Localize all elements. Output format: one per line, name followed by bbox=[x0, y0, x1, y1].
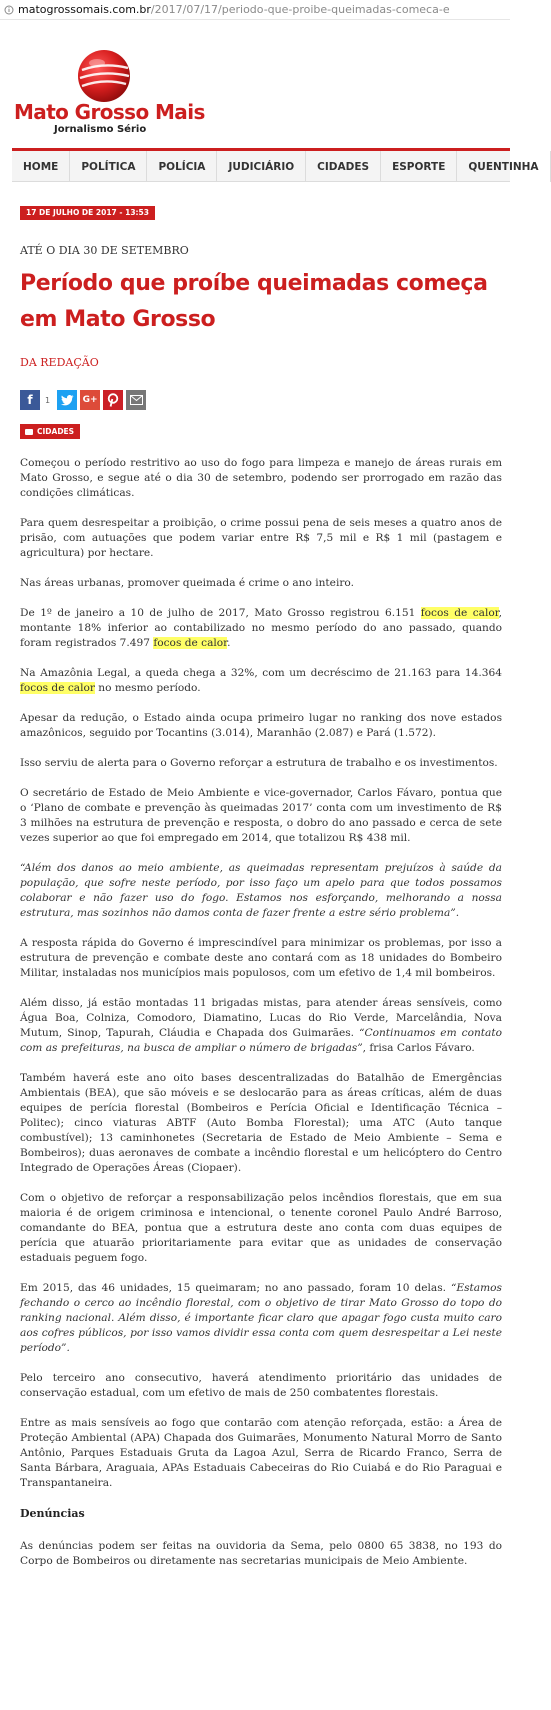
site-tagline: Jornalismo Sério bbox=[54, 124, 147, 135]
nav-item-home[interactable]: HOME bbox=[12, 151, 70, 182]
article-body bbox=[20, 456, 502, 1584]
nav-item-politica[interactable]: POLÍTICA bbox=[70, 151, 147, 182]
email-icon bbox=[130, 395, 143, 405]
article-paragraph bbox=[20, 666, 502, 696]
nav-item-judiciario[interactable]: JUDICIÁRIO bbox=[217, 151, 306, 182]
article-paragraph: Isso serviu de alerta para o Governo reforçar a estrutura de trabalho e os investimentos. bbox=[20, 757, 498, 769]
article-kicker: ATÉ O DIA 30 DE SETEMBRO bbox=[20, 244, 189, 257]
main-nav bbox=[12, 148, 539, 182]
article-quote bbox=[20, 861, 502, 921]
paragraph-text: . bbox=[227, 637, 231, 649]
quote-text: “Estamos fechando o cerco ao incêndio florestal, com o objetivo de tirar Mato Grosso do topo do ranking nacional. Além disso, é importante ficar claro que apagar fogo custa muito caro aos cofres públicos, por isso vamos dividir essa conta com quem desrespeitar a Lei neste período”. bbox=[20, 1282, 502, 1354]
article-paragraph bbox=[20, 606, 502, 651]
article-byline: DA REDAÇÃO bbox=[20, 356, 99, 369]
paragraph-text: Na Amazônia Legal, a queda chega a 32%, com um decréscimo de 21.163 para 14.364 bbox=[20, 667, 502, 679]
paragraph-text: De 1º de janeiro a 10 de julho de 2017, Mato Grosso registrou 6.151 bbox=[20, 607, 421, 619]
highlighted-term: focos de calor bbox=[20, 682, 95, 694]
twitter-share-button[interactable] bbox=[57, 390, 77, 410]
category-badge[interactable] bbox=[20, 424, 80, 439]
category-label: CIDADES bbox=[37, 427, 75, 436]
article-paragraph: O secretário de Estado de Meio Ambiente e vice-governador, Carlos Fávaro, pontua que o ‘Plano de combate e prevenção às queimadas 2017’ conta com um investimento de R$ 3 milhões na estrutura de prevenção e resposta, o dobro do ano passado e cerca de sete vezes superior ao que foi empregado em 2014, que totalizou R$ 438 mil. bbox=[20, 787, 502, 844]
logo-globe-icon bbox=[76, 48, 132, 104]
email-share-button[interactable] bbox=[126, 390, 146, 410]
nav-item-quentinha[interactable]: QUENTINHA bbox=[457, 151, 550, 182]
site-logo[interactable] bbox=[14, 48, 234, 138]
article-paragraph: Para quem desrespeitar a proibição, o crime possui pena de seis meses a quatro anos de prisão, com autuações que podem variar entre R$ 7,5 mil e R$ 1 mil (pastagem e agricultura) por hectare. bbox=[20, 517, 502, 559]
google-plus-icon: G+ bbox=[82, 395, 98, 405]
url-path: /2017/07/17/periodo-que-proibe-queimadas-comeca-e bbox=[150, 3, 450, 16]
nav-item-cidades[interactable]: CIDADES bbox=[306, 151, 381, 182]
pinterest-share-button[interactable] bbox=[103, 390, 123, 410]
paragraph-text: Além disso, já estão montadas 11 brigadas mistas, para atender áreas sensíveis, como Água Boa, Colniza, Comodoro, Diamatino, Lucas do Rio Verde, Marcelândia, Nova Mutum, Sinop, Tapurah, Cláudia e Chapada dos Guimarães. bbox=[20, 997, 502, 1039]
url-host: matogrossomais.com.br bbox=[18, 3, 151, 16]
article-title: Período que proíbe queimadas começa em Mato Grosso bbox=[20, 271, 488, 332]
highlighted-term: focos de calor bbox=[420, 607, 499, 619]
article-paragraph: Apesar da redução, o Estado ainda ocupa primeiro lugar no ranking dos nove estados amazônicos, seguido por Tocantins (3.014), Maranhão (2.087) e Pará (1.572). bbox=[20, 712, 502, 739]
pinterest-icon bbox=[107, 393, 119, 407]
facebook-share-button[interactable] bbox=[20, 390, 40, 410]
section-heading-denuncias: Denúncias bbox=[20, 1507, 85, 1520]
article-paragraph: Nas áreas urbanas, promover queimada é crime o ano inteiro. bbox=[20, 577, 354, 589]
article-paragraph: Entre as mais sensíveis ao fogo que contarão com atenção reforçada, estão: a Área de Proteção Ambiental (APA) Chapada dos Guimarães, Monumento Natural Morro de Santo Antônio, Parques Estaduais Gruta da Lagoa Azul, Serra de Ricardo Franco, Serra de Santa Bárbara, Araguaia, APAs Estaduais Cabeceiras do Rio Cuiabá e do Rio Paraguai e Transpantaneira. bbox=[20, 1417, 502, 1489]
article-paragraph: Também haverá este ano oito bases descentralizadas do Batalhão de Emergências Ambientais (BEA), que são móveis e se deslocarão para as áreas críticas, além de duas equipes de perícia florestal (Bombeiros e Perícia Oficial e Identificação Técnica – Politec); cinco viaturas ABTF (Auto Bomba Florestal); uma ATC (Auto tanque combustível); 13 caminhonetes (Secretaria de Estado de Meio Ambiente – Sema e Bombeiros); duas aeronaves de combate a incêndio florestal e um helicóptero do Centro Integrado de Operações Áreas (Ciopaer). bbox=[20, 1072, 502, 1174]
paragraph-text: , frisa Carlos Fávaro. bbox=[362, 1042, 475, 1054]
quote-text: “Continuamos em contato com as prefeituras, na busca de ampliar o número de brigadas” bbox=[20, 1027, 502, 1054]
article-paragraph: As denúncias podem ser feitas na ouvidoria da Sema, pelo 0800 65 3838, no 193 do Corpo de Bombeiros ou diretamente nas secretarias municipais de Meio Ambiente. bbox=[20, 1540, 502, 1567]
paragraph-text: , montante 18% inferior ao contabilizado no mesmo período do ano passado, quando foram registrados 7.497 bbox=[20, 607, 502, 649]
facebook-share-count: 1 bbox=[45, 395, 51, 405]
article-paragraph: A resposta rápida do Governo é imprescindível para minimizar os problemas, por isso a estrutura de prevenção e combate deste ano contará com as 18 unidades do Bombeiro Militar, instaladas nos municípios mais populosos, com um efetivo de 1,4 mil bombeiros. bbox=[20, 937, 502, 979]
article-paragraph: Com o objetivo de reforçar a responsabilização pelos incêndios florestais, que em sua maioria é de origem criminosa e intencional, o tenente coronel Paulo André Barroso, comandante do BEA, pontua que a estrutura deste ano conta com duas equipes de perícia que atuarão prioritariamente para evitar que as unidades de conservação estaduais peguem fogo. bbox=[20, 1192, 502, 1264]
twitter-icon bbox=[61, 395, 74, 406]
google-plus-share-button[interactable] bbox=[80, 390, 100, 410]
article-paragraph: Pelo terceiro ano consecutivo, haverá atendimento prioritário das unidades de conservação estadual, com um efetivo de mais de 250 combatentes florestais. bbox=[20, 1372, 502, 1399]
address-bar[interactable] bbox=[0, 0, 510, 20]
article-paragraph: Começou o período restritivo ao uso do fogo para limpeza e manejo de áreas rurais em Mato Grosso, e segue até o dia 30 de setembro, podendo ser prorrogado em razão das condições climáticas. bbox=[20, 457, 502, 499]
folder-icon bbox=[25, 429, 33, 435]
share-bar bbox=[20, 390, 146, 410]
article-date-badge: 17 DE JULHO DE 2017 - 13:53 bbox=[20, 206, 155, 220]
paragraph-text: Em 2015, das 46 unidades, 15 queimaram; no ano passado, foram 10 delas. bbox=[20, 1282, 451, 1294]
nav-item-esporte[interactable]: ESPORTE bbox=[381, 151, 457, 182]
paragraph-text: no mesmo período. bbox=[94, 682, 201, 694]
quote-text: “Além dos danos ao meio ambiente, as queimadas representam prejuízos à saúde da população, que sofre neste período, por isso faço um apelo para que todos possamos colaborar e não fazer uso do fogo. Estamos nos esforçando, melhorando a nossa estrutura, mas sozinhos não damos conta de fazer frente a estre sério problema”. bbox=[20, 862, 502, 919]
page-info-icon[interactable] bbox=[4, 5, 14, 15]
facebook-icon: f bbox=[27, 393, 33, 407]
nav-item-policia[interactable]: POLÍCIA bbox=[147, 151, 217, 182]
site-brand-name: Mato Grosso Mais bbox=[14, 100, 205, 124]
article-paragraph bbox=[20, 996, 502, 1056]
highlighted-term: focos de calor bbox=[153, 637, 228, 649]
article-paragraph bbox=[20, 1281, 502, 1356]
